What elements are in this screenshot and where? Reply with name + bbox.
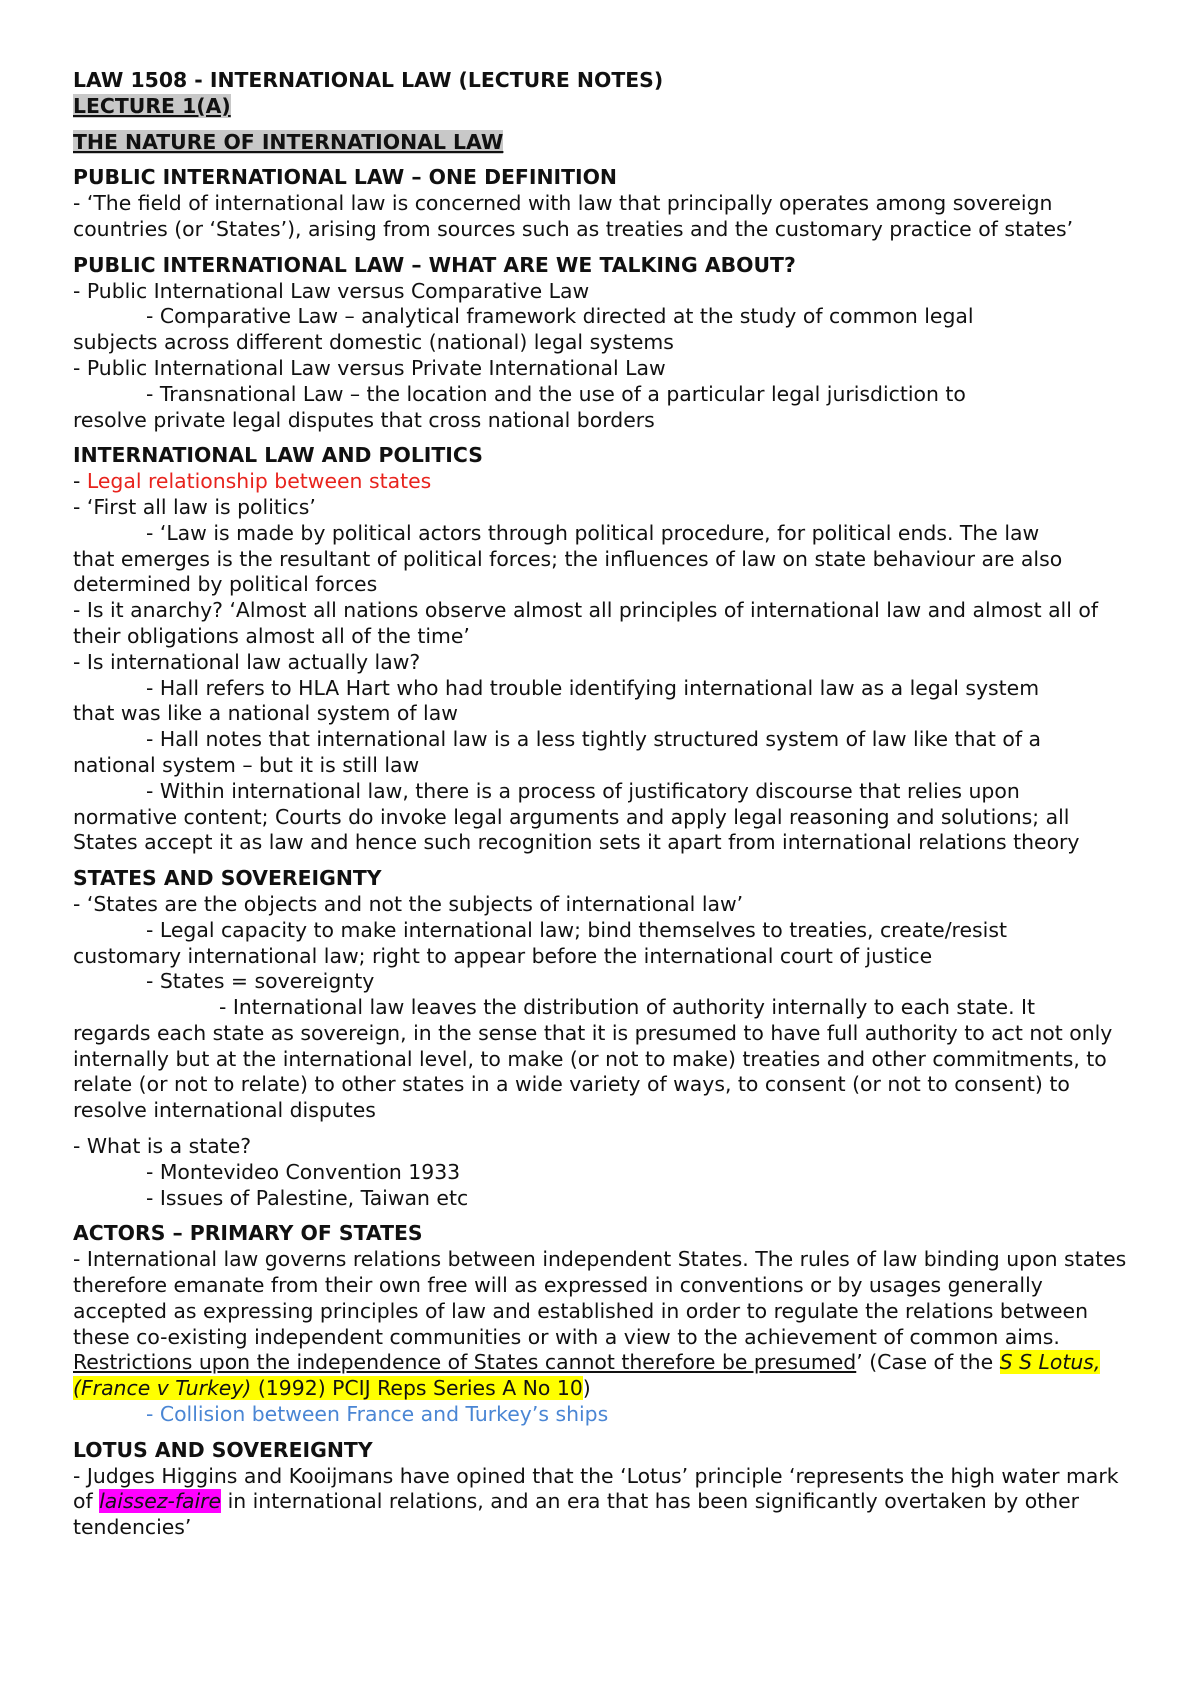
sub-bullet-capacity: - Legal capacity to make international law; bind themselves to treaties, create/resist (146, 917, 1007, 942)
bullet-actually-law: - Is international law actually law? (73, 649, 421, 674)
sub-bullet-montevideo: - Montevideo Convention 1933 (146, 1159, 461, 1184)
sub-bullet-collision (73, 1402, 1138, 1428)
document-title: LAW 1508 - INTERNATIONAL LAW (LECTURE NOTES) (73, 68, 664, 92)
lotus-text-cont: in international relations, and an era that has been significantly overtaken by other tendencies’ (73, 1489, 1080, 1540)
sub-bullet-discourse-cont: normative content; Courts do invoke legal arguments and apply legal reasoning and solutions; all States accept it as law and hence such recognition sets it apart from international relations theory (73, 804, 1080, 855)
sub-bullet-comparative-law-cont: subjects across different domestic (national) legal systems (73, 330, 674, 355)
sub-bullet-capacity-cont: customary international law; right to appear before the international court of justice (73, 943, 933, 968)
blue-text: Collision between France and Turkey’s ships (159, 1402, 609, 1427)
bullet-dash: - (146, 1402, 160, 1427)
case-of-text: ’ (Case of the (856, 1350, 1000, 1375)
sub-bullet-transnational-cont: resolve private legal disputes that cross national borders (73, 407, 655, 432)
document-page (73, 68, 1138, 1541)
closing-paren: ) (582, 1376, 591, 1401)
sub-bullet-law-made: - ‘Law is made by political actors through political procedure, for political ends. The law (146, 520, 1040, 545)
topic-heading: THE NATURE OF INTERNATIONAL LAW (73, 129, 504, 154)
sub-bullet-hart-cont: that was like a national system of law (73, 701, 458, 726)
actors-text: - International law governs relations between independent States. The rules of law binding upon states therefore emanate from their own free will as expressed in conventions or by usages generally accepted as expressing principles of law and established in order to regulate the relations between these co-existing independent communities or with a view to the achievement of common aims. (73, 1247, 1127, 1349)
sub-bullet-hall: - Hall notes that international law is a less tightly structured system of law like that of a (146, 727, 1041, 752)
red-text: Legal relationship between states (86, 469, 432, 494)
definition-paragraph: - ‘The field of international law is concerned with law that principally operates among sovereign countries (or ‘States’), arising from sources such as treaties and the customary practice of states’ (73, 191, 1074, 241)
section-heading-lotus: LOTUS AND SOVEREIGNTY (73, 1437, 373, 1462)
section-heading-politics: INTERNATIONAL LAW AND POLITICS (73, 443, 483, 468)
underlined-restriction: Restrictions upon the independence of States cannot therefore be presumed (73, 1350, 857, 1375)
lecture-label: LECTURE 1(A) (73, 93, 231, 118)
sub-bullet-palestine: - Issues of Palestine, Taiwan etc (146, 1185, 469, 1210)
section-heading-what-talking-about: PUBLIC INTERNATIONAL LAW – WHAT ARE WE TALKING ABOUT? (73, 252, 796, 277)
lotus-text: - Judges Higgins and Kooijmans have opined that the ‘Lotus’ principle ‘represents the high water mark of (73, 1463, 1119, 1514)
bullet-private: - Public International Law versus Private International Law (73, 355, 666, 380)
sub-bullet-states-sovereignty: - States = sovereignty (146, 969, 375, 994)
sub-sub-bullet-distribution-cont: regards each state as sovereign, in the sense that it is presumed to have full authority to act not only internally but at the international level, to make (or not to make) treaties and other commitments, to relate (or not to relate) to other states in a wide variety of ways, to consent (or not to consent) to resolve international disputes (73, 1020, 1113, 1123)
bullet-what-is-state: - What is a state? (73, 1134, 252, 1159)
laissez-faire-highlight: laissez-faire (99, 1489, 222, 1514)
bullet-politics: - ‘First all law is politics’ (73, 494, 316, 519)
section-heading-definition: PUBLIC INTERNATIONAL LAW – ONE DEFINITION (73, 165, 617, 190)
sub-bullet-hart: - Hall refers to HLA Hart who had trouble identifying international law as a legal system (146, 675, 1040, 700)
bullet-legal-relationship (73, 469, 1138, 495)
lotus-case-name: S S Lotus, (France v Turkey) (73, 1350, 1101, 1401)
sub-bullet-hall-cont: national system – but it is still law (73, 752, 420, 777)
section-heading-actors: ACTORS – PRIMARY OF STATES (73, 1221, 423, 1246)
sub-bullet-comparative-law: - Comparative Law – analytical framework directed at the study of common legal (146, 304, 974, 329)
bullet-anarchy: - Is it anarchy? ‘Almost all nations observe almost all principles of international law and almost all of their obligations almost all of the time’ (73, 598, 1099, 648)
sub-bullet-transnational: - Transnational Law – the location and the use of a particular legal jurisdiction to (146, 381, 966, 406)
sub-bullet-law-made-cont: that emerges is the resultant of political forces; the influences of law on state behaviour are also determined by political forces (73, 546, 1063, 597)
sub-sub-bullet-distribution: - International law leaves the distribution of authority internally to each state. It (219, 995, 1036, 1020)
lotus-paragraph (73, 1464, 1138, 1541)
actors-paragraph (73, 1247, 1138, 1402)
sub-bullet-discourse: - Within international law, there is a process of justificatory discourse that relies upon (146, 778, 1020, 803)
lotus-case-citation: (1992) PCIJ Reps Series A No 10 (251, 1376, 583, 1401)
section-heading-sovereignty: STATES AND SOVEREIGNTY (73, 866, 382, 891)
bullet-dash: - (73, 469, 87, 494)
bullet-comparative: - Public International Law versus Comparative Law (73, 278, 590, 303)
bullet-objects: - ‘States are the objects and not the subjects of international law’ (73, 891, 744, 916)
